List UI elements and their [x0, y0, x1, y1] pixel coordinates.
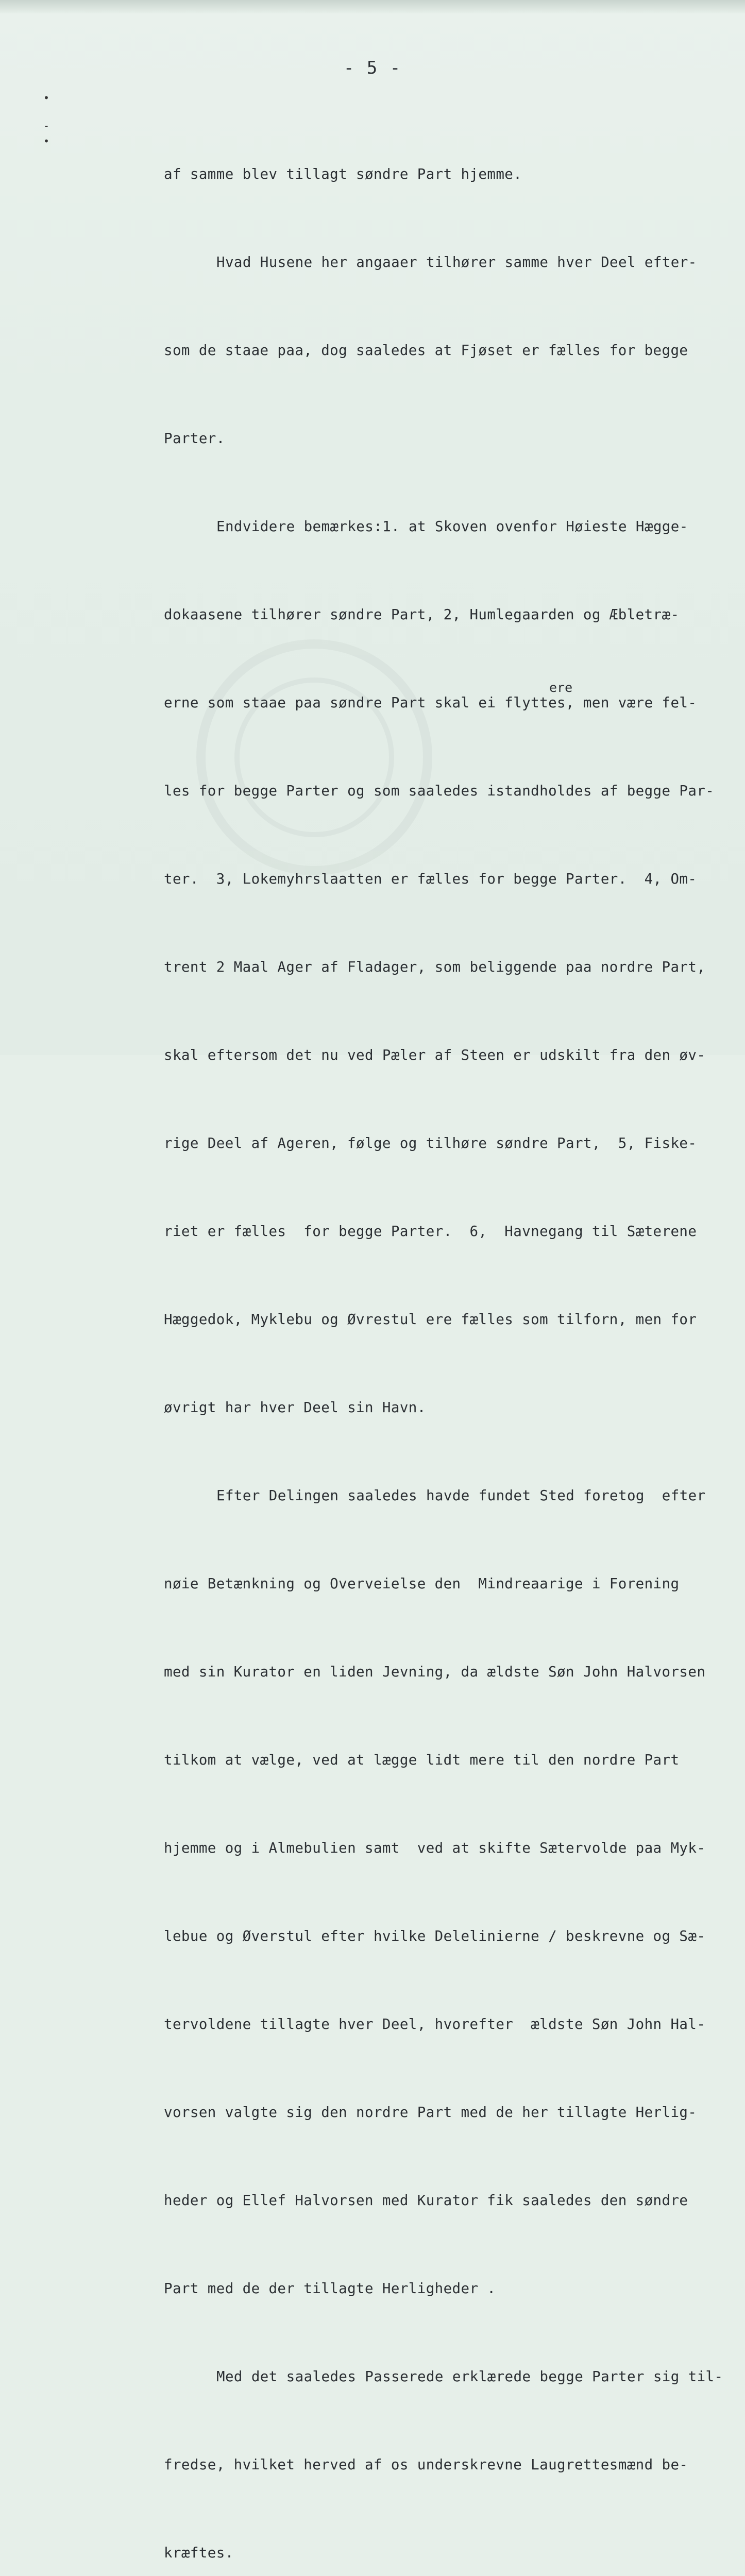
text-line: Med det saaledes Passerede erklærede begge Parter sig til-: [216, 2368, 723, 2385]
margin-mark: •: [43, 92, 50, 104]
text-line: les for begge Parter og som saaledes istandholdes af begge Par-: [164, 783, 715, 799]
typed-text-body: [164, 101, 736, 2576]
margin-mark: •: [43, 135, 50, 147]
text-line: Efter Delingen saaledes havde fundet Sted foretog efter: [216, 1487, 706, 1504]
text-line: tilkom at vælge, ved at lægge lidt mere til den nordre Part: [164, 1752, 680, 1768]
text-line: Parter.: [164, 430, 225, 447]
page-number: - 5 -: [343, 58, 402, 78]
text-line: heder og Ellef Halvorsen med Kurator fik saaledes den søndre: [164, 2192, 688, 2209]
text-line: hjemme og i Almebulien samt ved at skifte Sætervolde paa Myk-: [164, 1840, 706, 1856]
text-line: riet er fælles for begge Parter. 6, Havnegang til Sæterene: [164, 1223, 697, 1240]
text-line: Endvidere bemærkes:1. at Skoven ovenfor Høieste Hægge-: [216, 518, 688, 535]
margin-mark: -: [43, 120, 50, 132]
text-line: kræftes.: [164, 2545, 234, 2561]
text-line: trent 2 Maal Ager af Fladager, som beliggende paa nordre Part,: [164, 959, 706, 975]
text-line: Hæggedok, Myklebu og Øvrestul ere fælles som tilforn, men for: [164, 1311, 697, 1328]
text-line: ter. 3, Lokemyhrslaatten er fælles for begge Parter. 4, Om-: [164, 871, 697, 887]
text-line: lebue og Øverstul efter hvilke Delelinierne / beskrevne og Sæ-: [164, 1928, 706, 1944]
text-line: erne som staae paa søndre Part skal ei flyttes, men være fel-: [164, 694, 697, 711]
text-line: Part med de der tillagte Herligheder .: [164, 2280, 496, 2297]
interlinear-insertion: ere: [549, 680, 573, 695]
text-line: dokaasene tilhører søndre Part, 2, Humlegaarden og Æbletræ-: [164, 606, 680, 623]
text-line: øvrigt har hver Deel sin Havn.: [164, 1399, 426, 1416]
text-line: skal eftersom det nu ved Pæler af Steen er udskilt fra den øv-: [164, 1047, 706, 1063]
text-line: Hvad Husene her angaaer tilhører samme hver Deel efter-: [216, 254, 697, 270]
text-line: nøie Betænkning og Overveielse den Mindreaarige i Forening: [164, 1575, 680, 1592]
text-line: tervoldene tillagte hver Deel, hvorefter ældste Søn John Hal-: [164, 2016, 706, 2032]
text-line: rige Deel af Ageren, følge og tilhøre søndre Part, 5, Fiske-: [164, 1135, 697, 1151]
text-line: af samme blev tillagt søndre Part hjemme.: [164, 166, 522, 182]
text-line: vorsen valgte sig den nordre Part med de her tillagte Herlig-: [164, 2104, 697, 2121]
text-line: som de staae paa, dog saaledes at Fjøset er fælles for begge: [164, 342, 688, 359]
scan-top-edge: [0, 0, 745, 13]
text-line: med sin Kurator en liden Jevning, da ældste Søn John Halvorsen: [164, 1664, 706, 1680]
text-line: fredse, hvilket herved af os underskrevne Laugrettesmænd be-: [164, 2456, 688, 2473]
